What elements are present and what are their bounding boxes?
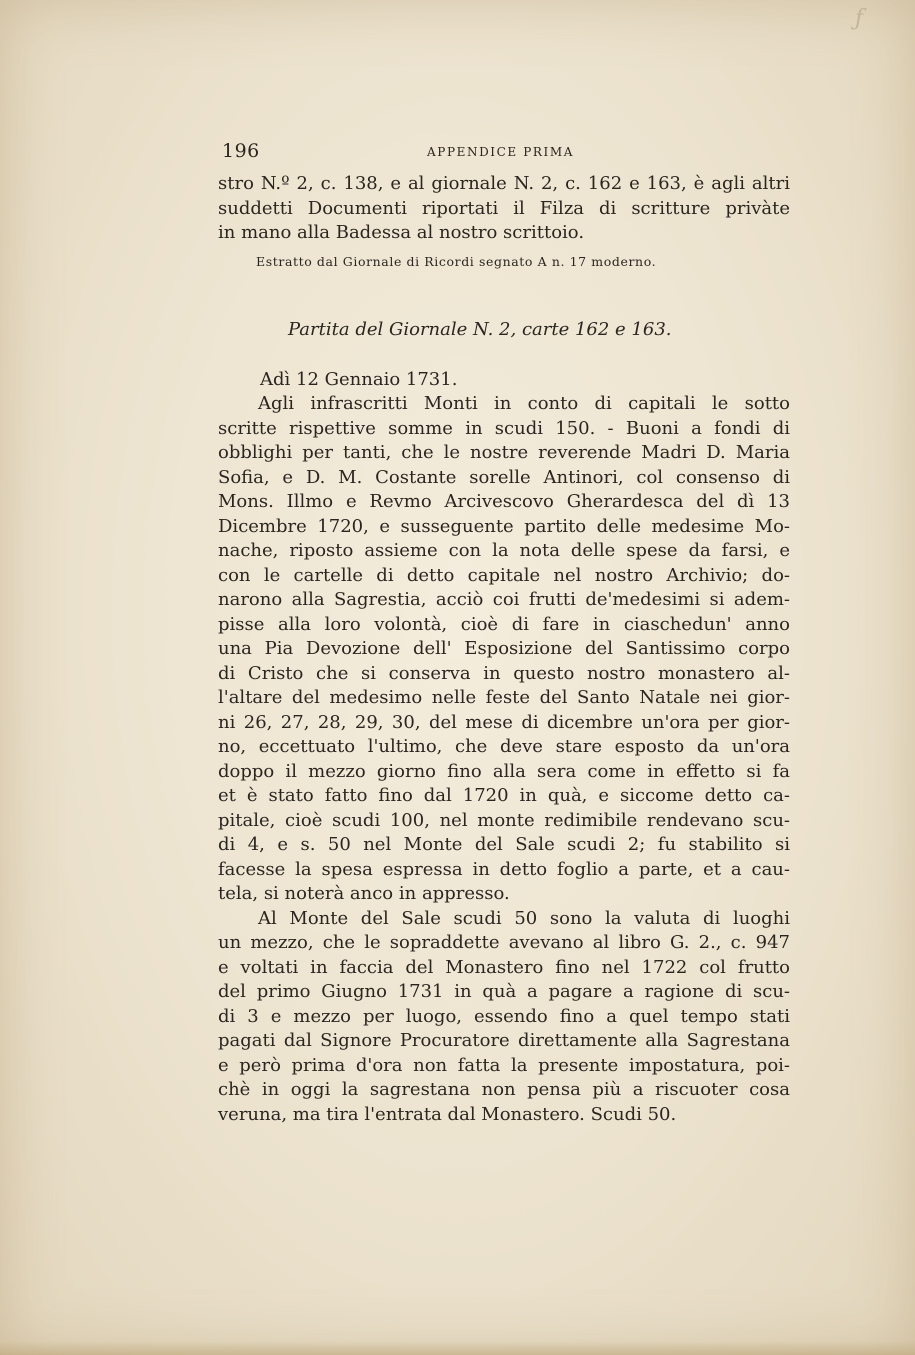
page-number: 196	[222, 140, 260, 162]
text-line: stro N.º 2, c. 138, e al giornale N. 2, c. 162 e 163, è agli altri	[218, 173, 790, 194]
text-line: del primo Giugno 1731 in quà a pagare a ragione di scu-	[218, 981, 790, 1002]
text-line: Sofia, e D. M. Costante sorelle Antinori, col consenso di	[218, 466, 790, 488]
text-line: di 4, e s. 50 nel Monte del Sale scudi 2; fu stabilito si	[218, 834, 790, 855]
text-line: veruna, ma tira l'entrata dal Monastero. Scudi 50.	[218, 1103, 677, 1125]
body-text	[218, 172, 790, 1127]
paragraph-2	[218, 907, 790, 1128]
text-line: pitale, cioè scudi 100, nel monte redimibile rendevano scu-	[218, 809, 790, 831]
text-line: suddetti Documenti riportati il Filza di scritture privàte	[218, 197, 790, 219]
running-head: APPENDICE PRIMA	[427, 145, 574, 159]
text-line: obblighi per tanti, che le nostre reverende Madri D. Maria	[218, 442, 790, 463]
page-header	[222, 140, 592, 164]
text-line: e però prima d'ora non fatta la presente impostatura, poi-	[218, 1054, 790, 1076]
text-line: di Cristo che si conserva in questo nostro monastero al-	[218, 662, 790, 684]
text-line: e voltati in faccia del Monastero fino nel 1722 col frutto	[218, 956, 790, 978]
text-line: ni 26, 27, 28, 29, 30, del mese di dicembre un'ora per gior-	[218, 711, 790, 733]
text-line: di 3 e mezzo per luogo, essendo fino a quel tempo stati	[218, 1005, 790, 1027]
text-line: nache, riposto assieme con la nota delle spese da farsi, e	[218, 540, 790, 561]
text-line: no, eccettuato l'ultimo, che deve stare esposto da un'ora	[218, 736, 790, 757]
text-line: tela, si noterà anco in appresso.	[218, 883, 510, 904]
text-line: scritte rispettive somme in scudi 150. - Buoni a fondi di	[218, 417, 790, 439]
text-line: Mons. Illmo e Revmo Arcivescovo Gherardesca del dì 13	[218, 491, 790, 512]
text-line: in mano alla Badessa al nostro scrittoio.	[218, 222, 585, 243]
text-line: Al Monte del Sale scudi 50 sono la valuta di luoghi	[258, 907, 790, 929]
pencil-annotation-icon: ƒ	[855, 6, 864, 31]
text-line: Agli infrascritti Monti in conto di capitali le sotto	[258, 393, 790, 414]
text-line: pisse alla loro volontà, cioè di fare in ciaschedun' anno	[218, 613, 790, 635]
intro-paragraph	[218, 172, 790, 246]
text-line: chè in oggi la sagrestana non pensa più a riscuoter cosa	[218, 1079, 790, 1100]
page-bottom-edge	[0, 1341, 915, 1355]
text-line: Dicembre 1720, e susseguente partito delle medesime Mo-	[218, 515, 790, 537]
section-title: Partita del Giornale N. 2, carte 162 e 163.	[288, 318, 672, 340]
text-line: et è stato fatto fino dal 1720 in quà, e siccome detto ca-	[218, 785, 790, 806]
paragraph-1	[218, 392, 790, 907]
text-line: pagati dal Signore Procuratore direttamente alla Sagrestana	[218, 1030, 790, 1051]
text-line: narono alla Sagrestia, acciò coi frutti de'medesimi si adem-	[218, 589, 790, 610]
text-line: un mezzo, che le sopraddette avevano al libro G. 2., c. 947	[218, 932, 790, 953]
text-line: una Pia Devozione dell' Esposizione del Santissimo corpo	[218, 638, 790, 659]
text-line: facesse la spesa espressa in detto foglio a parte, et a cau-	[218, 858, 790, 880]
text-line: con le cartelle di detto capitale nel nostro Archivio; do-	[218, 564, 790, 586]
extract-note: Estratto dal Giornale di Ricordi segnato A n. 17 moderno.	[256, 253, 657, 269]
text-line: doppo il mezzo giorno fino alla sera come in effetto si fa	[218, 760, 790, 782]
date-line: Adì 12 Gennaio 1731.	[260, 368, 458, 390]
text-line: l'altare del medesimo nelle feste del Santo Natale nei gior-	[218, 687, 790, 708]
